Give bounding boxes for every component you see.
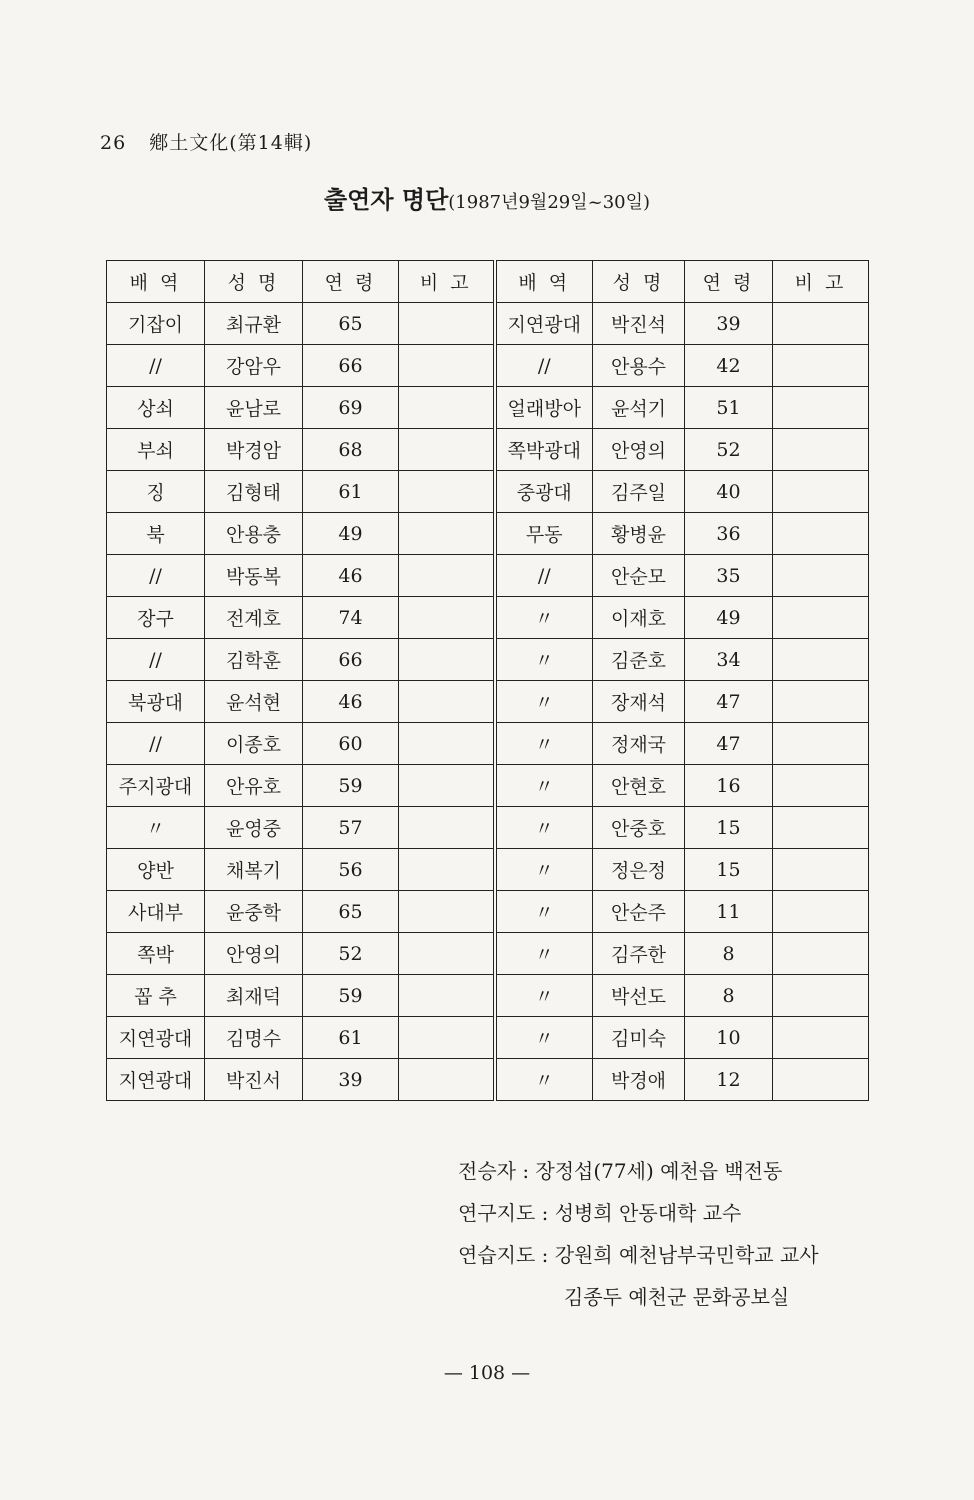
cell-age: 15 xyxy=(685,807,773,849)
cell-note xyxy=(399,555,495,597)
cell-age: 49 xyxy=(685,597,773,639)
cell-note xyxy=(399,1059,495,1101)
column-header: 비 고 xyxy=(399,261,495,303)
cell-age: 10 xyxy=(685,1017,773,1059)
cell-role: 얼래방아 xyxy=(495,387,593,429)
cell-age: 57 xyxy=(303,807,399,849)
cell-role: 북 xyxy=(107,513,205,555)
cell-name: 최규환 xyxy=(205,303,303,345)
cell-name: 박선도 xyxy=(593,975,685,1017)
credits xyxy=(458,1150,819,1318)
running-header xyxy=(100,128,312,155)
cell-role: 〃 xyxy=(107,807,205,849)
cell-role: 〃 xyxy=(495,849,593,891)
cell-role: // xyxy=(495,555,593,597)
cell-name: 김준호 xyxy=(593,639,685,681)
cell-name: 안영의 xyxy=(205,933,303,975)
cell-name: 박진서 xyxy=(205,1059,303,1101)
cell-note xyxy=(399,723,495,765)
cast-table-body xyxy=(107,303,869,1101)
cell-role: 쪽박광대 xyxy=(495,429,593,471)
cell-role: 무동 xyxy=(495,513,593,555)
cell-note xyxy=(399,429,495,471)
cell-name: 윤석현 xyxy=(205,681,303,723)
table-row xyxy=(107,681,869,723)
table-row xyxy=(107,1017,869,1059)
cell-role: 〃 xyxy=(495,681,593,723)
credit-line: 연습지도 : 강원희 예천남부국민학교 교사 xyxy=(458,1243,819,1267)
cell-age: 8 xyxy=(685,933,773,975)
cell-note xyxy=(773,807,869,849)
cell-name: 박동복 xyxy=(205,555,303,597)
cell-name: 전계호 xyxy=(205,597,303,639)
table-row xyxy=(107,471,869,513)
cell-role: 중광대 xyxy=(495,471,593,513)
page-title xyxy=(0,180,974,215)
cell-role: 〃 xyxy=(495,639,593,681)
cell-age: 47 xyxy=(685,723,773,765)
cell-age: 61 xyxy=(303,471,399,513)
credit-line: 연구지도 : 성병희 안동대학 교수 xyxy=(458,1201,742,1225)
cell-age: 60 xyxy=(303,723,399,765)
cell-age: 66 xyxy=(303,639,399,681)
cell-role: 〃 xyxy=(495,765,593,807)
cell-note xyxy=(399,975,495,1017)
cell-name: 김명수 xyxy=(205,1017,303,1059)
cell-name: 안순주 xyxy=(593,891,685,933)
cell-note xyxy=(773,345,869,387)
cell-role: // xyxy=(107,639,205,681)
cell-name: 안용충 xyxy=(205,513,303,555)
cell-name: 윤영중 xyxy=(205,807,303,849)
column-header: 배 역 xyxy=(107,261,205,303)
cell-name: 안영의 xyxy=(593,429,685,471)
cell-note xyxy=(773,723,869,765)
cell-name: 장재석 xyxy=(593,681,685,723)
cell-name: 이종호 xyxy=(205,723,303,765)
cell-note xyxy=(399,387,495,429)
cell-note xyxy=(773,891,869,933)
column-header: 배 역 xyxy=(495,261,593,303)
cell-age: 40 xyxy=(685,471,773,513)
table-row xyxy=(107,639,869,681)
cell-note xyxy=(773,765,869,807)
cell-role: // xyxy=(107,555,205,597)
cell-note xyxy=(773,471,869,513)
cell-age: 52 xyxy=(685,429,773,471)
cell-age: 34 xyxy=(685,639,773,681)
column-header: 성 명 xyxy=(205,261,303,303)
cell-role: 양반 xyxy=(107,849,205,891)
credit-line: 전승자 : 장정섭(77세) 예천읍 백전동 xyxy=(458,1159,783,1183)
cell-age: 39 xyxy=(303,1059,399,1101)
cell-note xyxy=(399,639,495,681)
table-row xyxy=(107,849,869,891)
cell-name: 박경애 xyxy=(593,1059,685,1101)
cell-age: 35 xyxy=(685,555,773,597)
cell-age: 68 xyxy=(303,429,399,471)
cell-name: 채복기 xyxy=(205,849,303,891)
table-row xyxy=(107,387,869,429)
cell-name: 정재국 xyxy=(593,723,685,765)
cell-age: 59 xyxy=(303,975,399,1017)
cell-role: 쪽박 xyxy=(107,933,205,975)
cell-role: // xyxy=(107,723,205,765)
cell-role: 기잡이 xyxy=(107,303,205,345)
cell-role: 북광대 xyxy=(107,681,205,723)
page-number: — 108 — xyxy=(443,1362,531,1384)
cell-note xyxy=(773,429,869,471)
cell-role: 〃 xyxy=(495,723,593,765)
cell-note xyxy=(773,933,869,975)
cell-age: 36 xyxy=(685,513,773,555)
table-row xyxy=(107,303,869,345)
cell-name: 강암우 xyxy=(205,345,303,387)
journal-title: 鄕土文化(第14輯) xyxy=(149,132,313,154)
cell-note xyxy=(773,639,869,681)
cell-age: 16 xyxy=(685,765,773,807)
cell-name: 김형태 xyxy=(205,471,303,513)
table-row xyxy=(107,975,869,1017)
cell-note xyxy=(773,555,869,597)
cell-age: 46 xyxy=(303,555,399,597)
cell-age: 47 xyxy=(685,681,773,723)
cell-note xyxy=(399,765,495,807)
cell-note xyxy=(399,303,495,345)
table-row xyxy=(107,597,869,639)
cell-name: 이재호 xyxy=(593,597,685,639)
cell-note xyxy=(399,891,495,933)
cell-role: 지연광대 xyxy=(107,1017,205,1059)
cell-note xyxy=(773,849,869,891)
cell-age: 69 xyxy=(303,387,399,429)
cell-name: 박경암 xyxy=(205,429,303,471)
cell-age: 11 xyxy=(685,891,773,933)
cell-name: 박진석 xyxy=(593,303,685,345)
table-row xyxy=(107,933,869,975)
table-row xyxy=(107,765,869,807)
cell-note xyxy=(773,1059,869,1101)
cell-age: 12 xyxy=(685,1059,773,1101)
cell-note xyxy=(773,597,869,639)
table-row xyxy=(107,1059,869,1101)
cell-age: 42 xyxy=(685,345,773,387)
cell-age: 49 xyxy=(303,513,399,555)
cell-note xyxy=(399,345,495,387)
cell-name: 안중호 xyxy=(593,807,685,849)
cell-name: 안순모 xyxy=(593,555,685,597)
cell-role: 〃 xyxy=(495,807,593,849)
cell-note xyxy=(773,1017,869,1059)
cell-role: 주지광대 xyxy=(107,765,205,807)
cell-name: 안용수 xyxy=(593,345,685,387)
cell-note xyxy=(399,933,495,975)
cell-age: 61 xyxy=(303,1017,399,1059)
cell-note xyxy=(773,975,869,1017)
cell-note xyxy=(399,849,495,891)
table-row xyxy=(107,429,869,471)
cell-role: 징 xyxy=(107,471,205,513)
cell-name: 김미숙 xyxy=(593,1017,685,1059)
table-row xyxy=(107,723,869,765)
cell-role: 장구 xyxy=(107,597,205,639)
cell-age: 66 xyxy=(303,345,399,387)
cell-role: 〃 xyxy=(495,975,593,1017)
cell-age: 52 xyxy=(303,933,399,975)
cell-note xyxy=(773,303,869,345)
cell-name: 최재덕 xyxy=(205,975,303,1017)
cell-note xyxy=(399,807,495,849)
cell-role: // xyxy=(495,345,593,387)
table-row xyxy=(107,891,869,933)
cell-name: 김주한 xyxy=(593,933,685,975)
cell-role: 〃 xyxy=(495,891,593,933)
cell-role: // xyxy=(107,345,205,387)
cell-note xyxy=(399,513,495,555)
credit-line: 김종두 예천군 문화공보실 xyxy=(564,1285,790,1309)
cell-role: 〃 xyxy=(495,597,593,639)
table-header-row xyxy=(107,261,869,303)
title-main: 출연자 명단 xyxy=(323,185,449,214)
cell-age: 15 xyxy=(685,849,773,891)
cell-note xyxy=(773,387,869,429)
cell-role: 꼽 추 xyxy=(107,975,205,1017)
cell-name: 안현호 xyxy=(593,765,685,807)
table-row xyxy=(107,555,869,597)
cell-name: 윤중학 xyxy=(205,891,303,933)
column-header: 연 령 xyxy=(685,261,773,303)
cell-role: 〃 xyxy=(495,1059,593,1101)
cell-role: 지연광대 xyxy=(107,1059,205,1101)
column-header: 성 명 xyxy=(593,261,685,303)
cell-age: 56 xyxy=(303,849,399,891)
column-header: 비 고 xyxy=(773,261,869,303)
cell-age: 46 xyxy=(303,681,399,723)
cell-role: 사대부 xyxy=(107,891,205,933)
cell-name: 김학훈 xyxy=(205,639,303,681)
cell-note xyxy=(399,681,495,723)
cell-age: 65 xyxy=(303,303,399,345)
cell-note xyxy=(773,681,869,723)
cell-age: 51 xyxy=(685,387,773,429)
cell-name: 윤남로 xyxy=(205,387,303,429)
cell-note xyxy=(399,1017,495,1059)
cell-name: 김주일 xyxy=(593,471,685,513)
table-row xyxy=(107,345,869,387)
table-row xyxy=(107,807,869,849)
cell-note xyxy=(399,597,495,639)
cell-name: 황병윤 xyxy=(593,513,685,555)
cell-age: 39 xyxy=(685,303,773,345)
title-date: (1987년9월29일~30일) xyxy=(448,192,651,213)
cell-age: 8 xyxy=(685,975,773,1017)
cell-note xyxy=(773,513,869,555)
cell-role: 상쇠 xyxy=(107,387,205,429)
table-row xyxy=(107,513,869,555)
cell-name: 안유호 xyxy=(205,765,303,807)
cell-role: 지연광대 xyxy=(495,303,593,345)
cell-name: 윤석기 xyxy=(593,387,685,429)
cell-age: 74 xyxy=(303,597,399,639)
cell-name: 정은정 xyxy=(593,849,685,891)
header-page-number: 26 xyxy=(100,132,127,154)
cell-role: 〃 xyxy=(495,1017,593,1059)
cast-table xyxy=(106,260,869,1101)
cell-note xyxy=(399,471,495,513)
cell-age: 65 xyxy=(303,891,399,933)
cell-age: 59 xyxy=(303,765,399,807)
column-header: 연 령 xyxy=(303,261,399,303)
cell-role: 〃 xyxy=(495,933,593,975)
cell-role: 부쇠 xyxy=(107,429,205,471)
